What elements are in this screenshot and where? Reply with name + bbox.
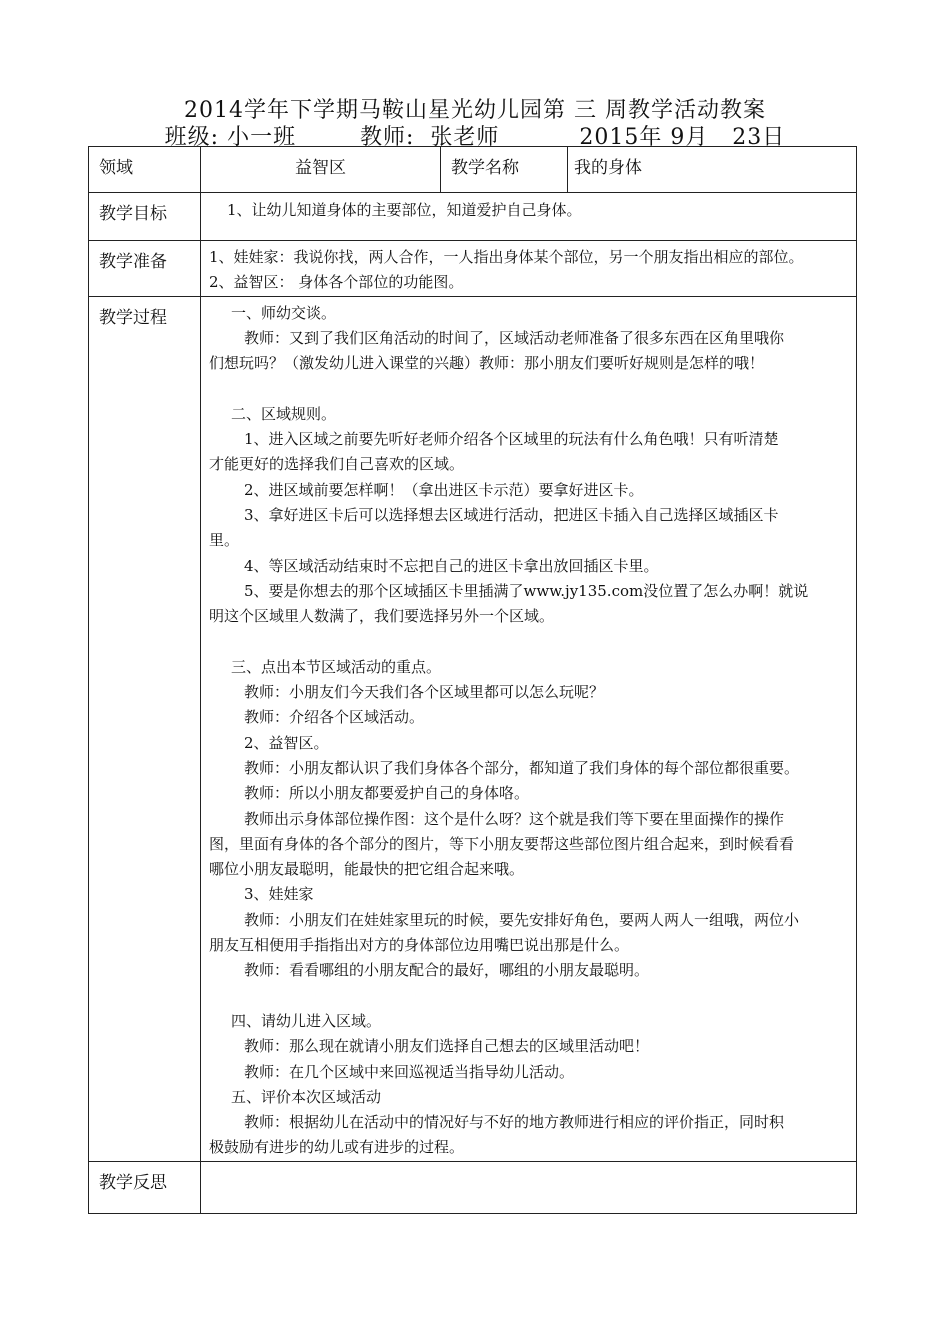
process-line: 4、等区域活动结束时不忘把自己的进区卡拿出放回插区卡里。 xyxy=(244,556,659,575)
process-line: 教师：小朋友都认识了我们身体各个部分，都知道了我们身体的每个部位都很重要。 xyxy=(244,758,800,777)
process-line: 里。 xyxy=(209,531,240,550)
process-line xyxy=(209,984,848,1009)
process-line: 5、要是你想去的那个区域插区卡里插满了www.jy135.com没位置了怎么办啊！就说 xyxy=(244,581,809,600)
process-line: 3、娃娃家 xyxy=(244,885,314,904)
process-line xyxy=(209,376,848,401)
process-line: 极鼓励有进步的幼儿或有进步的过程。 xyxy=(209,1138,465,1157)
process-line: 教师：那么现在就请小朋友们选择自己想去的区域里活动吧！ xyxy=(244,1037,650,1056)
table-row-prep xyxy=(89,241,857,297)
reflect-label: 教学反思 xyxy=(89,1161,201,1213)
process-line: 图，里面有身体的各个部分的图片，等下小朋友要帮这些部位图片组合起来，到时候看看 xyxy=(209,834,795,853)
process-line: 教师：小朋友们今天我们各个区域里都可以怎么玩呢？ xyxy=(244,683,605,702)
process-line: 四、请幼儿进入区域。 xyxy=(231,1011,382,1030)
process-line: 二、区域规则。 xyxy=(231,404,337,423)
process-line: 教师：在几个区域中来回巡视适当指导幼儿活动。 xyxy=(244,1062,575,1081)
domain-value: 益智区 xyxy=(201,147,441,193)
process-line: 哪位小朋友最聪明，能最快的把它组合起来哦。 xyxy=(209,860,525,879)
process-line: 明这个区域里人数满了，我们要选择另外一个区域。 xyxy=(209,607,555,626)
page-subtitle: 班级: 小一班 教师: 张老师 2015年 9月 23日 xyxy=(164,125,786,150)
process-line: 1、进入区域之前要先听好老师介绍各个区域里的玩法有什么角色哦！只有听清楚 xyxy=(244,430,779,449)
process-line: 教师：小朋友们在娃娃家里玩的时候，要先安排好角色，要两人两人一组哦，两位小 xyxy=(244,910,800,929)
table-row-domain xyxy=(89,147,857,193)
process-line: 三、点出本节区域活动的重点。 xyxy=(231,657,442,676)
process-line: 教师：根据幼儿在活动中的情况好与不好的地方教师进行相应的评价指正，同时积 xyxy=(244,1113,785,1132)
process-line: 教师出示身体部位操作图：这个是什么呀？这个就是我们等下要在里面操作的操作 xyxy=(244,809,785,828)
process-line: 朋友互相便用手指指出对方的身体部位边用嘴巴说出那是什么。 xyxy=(209,936,630,955)
process-line: 一、师幼交谈。 xyxy=(231,303,337,322)
process-content xyxy=(201,296,857,1161)
process-line: 教师：又到了我们区角活动的时间了，区域活动老师准备了很多东西在区角里哦你 xyxy=(244,328,785,347)
prep-line: 2、益智区： 身体各个部位的功能图。 xyxy=(209,273,464,292)
process-line: 3、拿好进区卡后可以选择想去区域进行活动，把进区卡插入自己选择区域插区卡 xyxy=(244,505,779,524)
process-line: 教师：所以小朋友都要爱护自己的身体咯。 xyxy=(244,784,530,803)
process-line: 2、益智区。 xyxy=(244,733,329,752)
process-label: 教学过程 xyxy=(89,296,201,1161)
process-line: 们想玩吗？（激发幼儿进入课堂的兴趣）教师：那小朋友们要听好规则是怎样的哦！ xyxy=(209,354,765,373)
lesson-name-value: 我的身体 xyxy=(568,147,857,193)
process-line: 才能更好的选择我们自己喜欢的区域。 xyxy=(209,455,465,474)
goal-text: 1、让幼儿知道身体的主要部位，知道爱护自己身体。 xyxy=(201,193,857,241)
process-line: 五、评价本次区域活动 xyxy=(231,1087,382,1106)
prep-line: 1、娃娃家：我说你找，两人合作，一人指出身体某个部位，另一个朋友指出相应的部位。 xyxy=(209,248,804,266)
table-row-reflect xyxy=(89,1161,857,1213)
table-row-process xyxy=(89,296,857,1161)
prep-label: 教学准备 xyxy=(89,241,201,297)
lesson-plan-table xyxy=(88,146,857,1214)
domain-label: 领域 xyxy=(89,147,201,193)
goal-label: 教学目标 xyxy=(89,193,201,241)
lesson-name-label: 教学名称 xyxy=(441,147,568,193)
prep-content xyxy=(201,241,857,297)
process-line xyxy=(209,629,848,654)
process-line: 教师：介绍各个区域活动。 xyxy=(244,708,425,727)
process-line: 教师：看看哪组的小朋友配合的最好，哪组的小朋友最聪明。 xyxy=(244,961,650,980)
reflect-content xyxy=(201,1161,857,1213)
process-line: 2、进区域前要怎样啊！（拿出进区卡示范）要拿好进区卡。 xyxy=(244,480,644,499)
table-row-goal xyxy=(89,193,857,241)
page-title: 2014学年下学期马鞍山星光幼儿园第 三 周教学活动教案 xyxy=(184,98,766,123)
